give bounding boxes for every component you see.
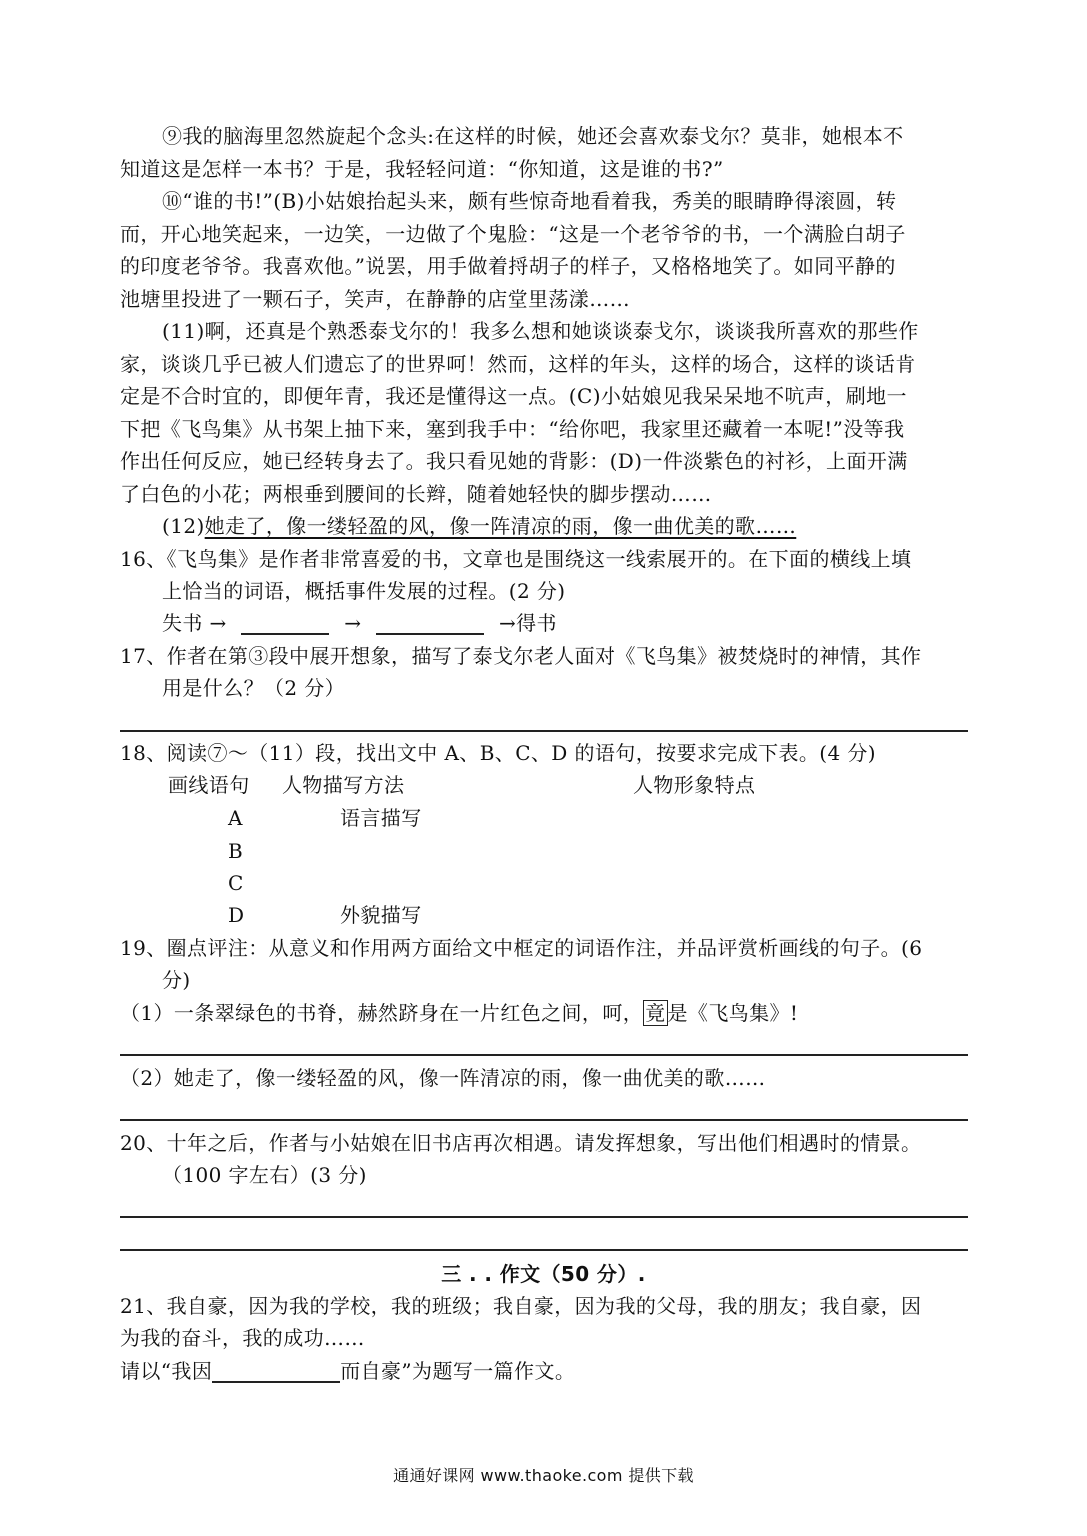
- question-20-line-2: （100 字左右）(3 分): [162, 1163, 367, 1187]
- paragraph-11-line-3: 定是不合时宜的，即便年青，我还是懂得这一点。(C)小姑娘见我呆呆地不吭声，刷地一: [120, 384, 907, 408]
- q19-item-1-text-before: （1）一条翠绿色的书脊，赫然跻身在一片红色之间，呵，: [120, 1001, 644, 1025]
- paragraph-10-line-1: ⑩“谁的书!”(B)小姑娘抬起头来，颇有些惊奇地看着我，秀美的眼睛睁得滚圆，转: [162, 189, 897, 213]
- section-3-heading: 三 . . 作文（50 分）.: [441, 1262, 646, 1286]
- q21-prompt-after: 而自豪”为题写一篇作文。: [340, 1359, 576, 1383]
- footer-credit: 通通好课网 www.thaoke.com 提供下载: [393, 1466, 694, 1485]
- q16-end-label: →得书: [498, 611, 557, 635]
- paragraph-9-line-1: ⑨我的脑海里忽然旋起个念头:在这样的时候，她还会喜欢泰戈尔？莫非，她根本不: [162, 124, 904, 148]
- paragraph-11-line-1: (11)啊，还真是个熟悉泰戈尔的！我多么想和她谈谈泰戈尔，谈谈我所喜欢的那些作: [162, 319, 919, 343]
- question-17-line-1: 17、作者在第③段中展开想象，描写了泰戈尔老人面对《飞鸟集》被焚烧时的神情，其作: [120, 644, 922, 668]
- q21-prompt-before: 请以“我因: [120, 1359, 213, 1383]
- q18-row-a-method: 语言描写: [340, 806, 422, 830]
- q16-blank-2[interactable]: [376, 611, 484, 635]
- paragraph-10-line-3: 的印度老爷爷。我喜欢他。”说罢，用手做着捋胡子的样子，又格格地笑了。如同平静的: [120, 254, 896, 278]
- q20-answer-line-1[interactable]: [120, 1216, 968, 1218]
- q18-header-trait: 人物形象特点: [633, 773, 756, 797]
- q16-start-label: 失书 →: [162, 611, 227, 635]
- q16-blank-1[interactable]: [241, 611, 329, 635]
- paragraph-9-line-2: 知道这是怎样一本书？于是，我轻轻问道：“你知道，这是谁的书?”: [120, 157, 724, 181]
- paragraph-12-underlined-sentence: 她走了，像一缕轻盈的风，像一阵清凉的雨，像一曲优美的歌……: [204, 514, 797, 538]
- q18-row-b-sentence: B: [228, 839, 244, 863]
- q18-row-d-sentence: D: [228, 903, 245, 927]
- q20-answer-line-2[interactable]: [120, 1249, 968, 1251]
- q18-row-a-sentence: A: [228, 806, 243, 830]
- q16-arrow: →: [344, 611, 362, 635]
- q19-item-1-text-after: 是《飞鸟集》!: [667, 1001, 799, 1025]
- q18-row-c-sentence: C: [228, 871, 244, 895]
- question-16-answer-row: [162, 611, 557, 635]
- question-21-line-2: 为我的奋斗，我的成功……: [120, 1326, 365, 1350]
- q19-item-1: [120, 1001, 798, 1025]
- q21-title-blank[interactable]: [212, 1359, 340, 1383]
- question-20-line-1: 20、十年之后，作者与小姑娘在旧书店再次相遇。请发挥想象，写出他们相遇时的情景。: [120, 1131, 922, 1155]
- q18-row-d-method: 外貌描写: [340, 903, 422, 927]
- question-19-line-1: 19、圈点评注：从意义和作用两方面给文中框定的词语作注，并品评赏析画线的句子。(6: [120, 936, 923, 960]
- q21-prompt: [120, 1359, 575, 1383]
- paragraph-11-line-2: 家，谈谈几乎已被人们遗忘了的世界呵！然而，这样的年头，这样的场合，这样的谈话肯: [120, 352, 916, 376]
- paragraph-12-number: (12): [162, 514, 205, 538]
- question-19-line-2: 分): [162, 968, 191, 992]
- q19-item-1-answer-line[interactable]: [120, 1054, 968, 1056]
- q17-answer-line[interactable]: [120, 730, 968, 732]
- paragraph-10-line-4: 池塘里投进了一颗石子，笑声，在静静的店堂里荡漾……: [120, 287, 630, 311]
- paragraph-11-line-6: 了白色的小花；两根垂到腰间的长辫，随着她轻快的脚步摆动……: [120, 482, 712, 506]
- q19-item-2-answer-line[interactable]: [120, 1119, 968, 1121]
- question-17-line-2: 用是什么？（2 分）: [162, 676, 346, 700]
- q18-header-method: 人物描写方法: [282, 773, 405, 797]
- paragraph-11-line-5: 作出任何反应，她已经转身去了。我只看见她的背影：(D)一件淡紫色的衬衫，上面开满: [120, 449, 908, 473]
- question-16-line-2: 上恰当的词语，概括事件发展的过程。(2 分): [162, 579, 566, 603]
- question-21-line-1: 21、我自豪，因为我的学校，我的班级；我自豪，因为我的父母，我的朋友；我自豪，因: [120, 1294, 922, 1318]
- question-16-line-1: 16、《飞鸟集》是作者非常喜爱的书，文章也是围绕这一线索展开的。在下面的横线上填: [120, 547, 912, 571]
- question-18-text: 18、阅读⑦～（11）段，找出文中 A、B、C、D 的语句，按要求完成下表。(4 分): [120, 741, 876, 765]
- q18-header-sentence: 画线语句: [168, 773, 250, 797]
- q19-boxed-word: 竟: [645, 1001, 666, 1025]
- paragraph-12: [162, 514, 796, 538]
- q19-item-2: （2）她走了，像一缕轻盈的风，像一阵清凉的雨，像一曲优美的歌……: [120, 1066, 766, 1090]
- paragraph-11-line-4: 下把《飞鸟集》从书架上抽下来，塞到我手中：“给你吧，我家里还藏着一本呢!”没等我: [120, 417, 905, 441]
- paragraph-10-line-2: 而，开心地笑起来，一边笑，一边做了个鬼脸：“这是一个老爷爷的书，一个满脸白胡子: [120, 222, 906, 246]
